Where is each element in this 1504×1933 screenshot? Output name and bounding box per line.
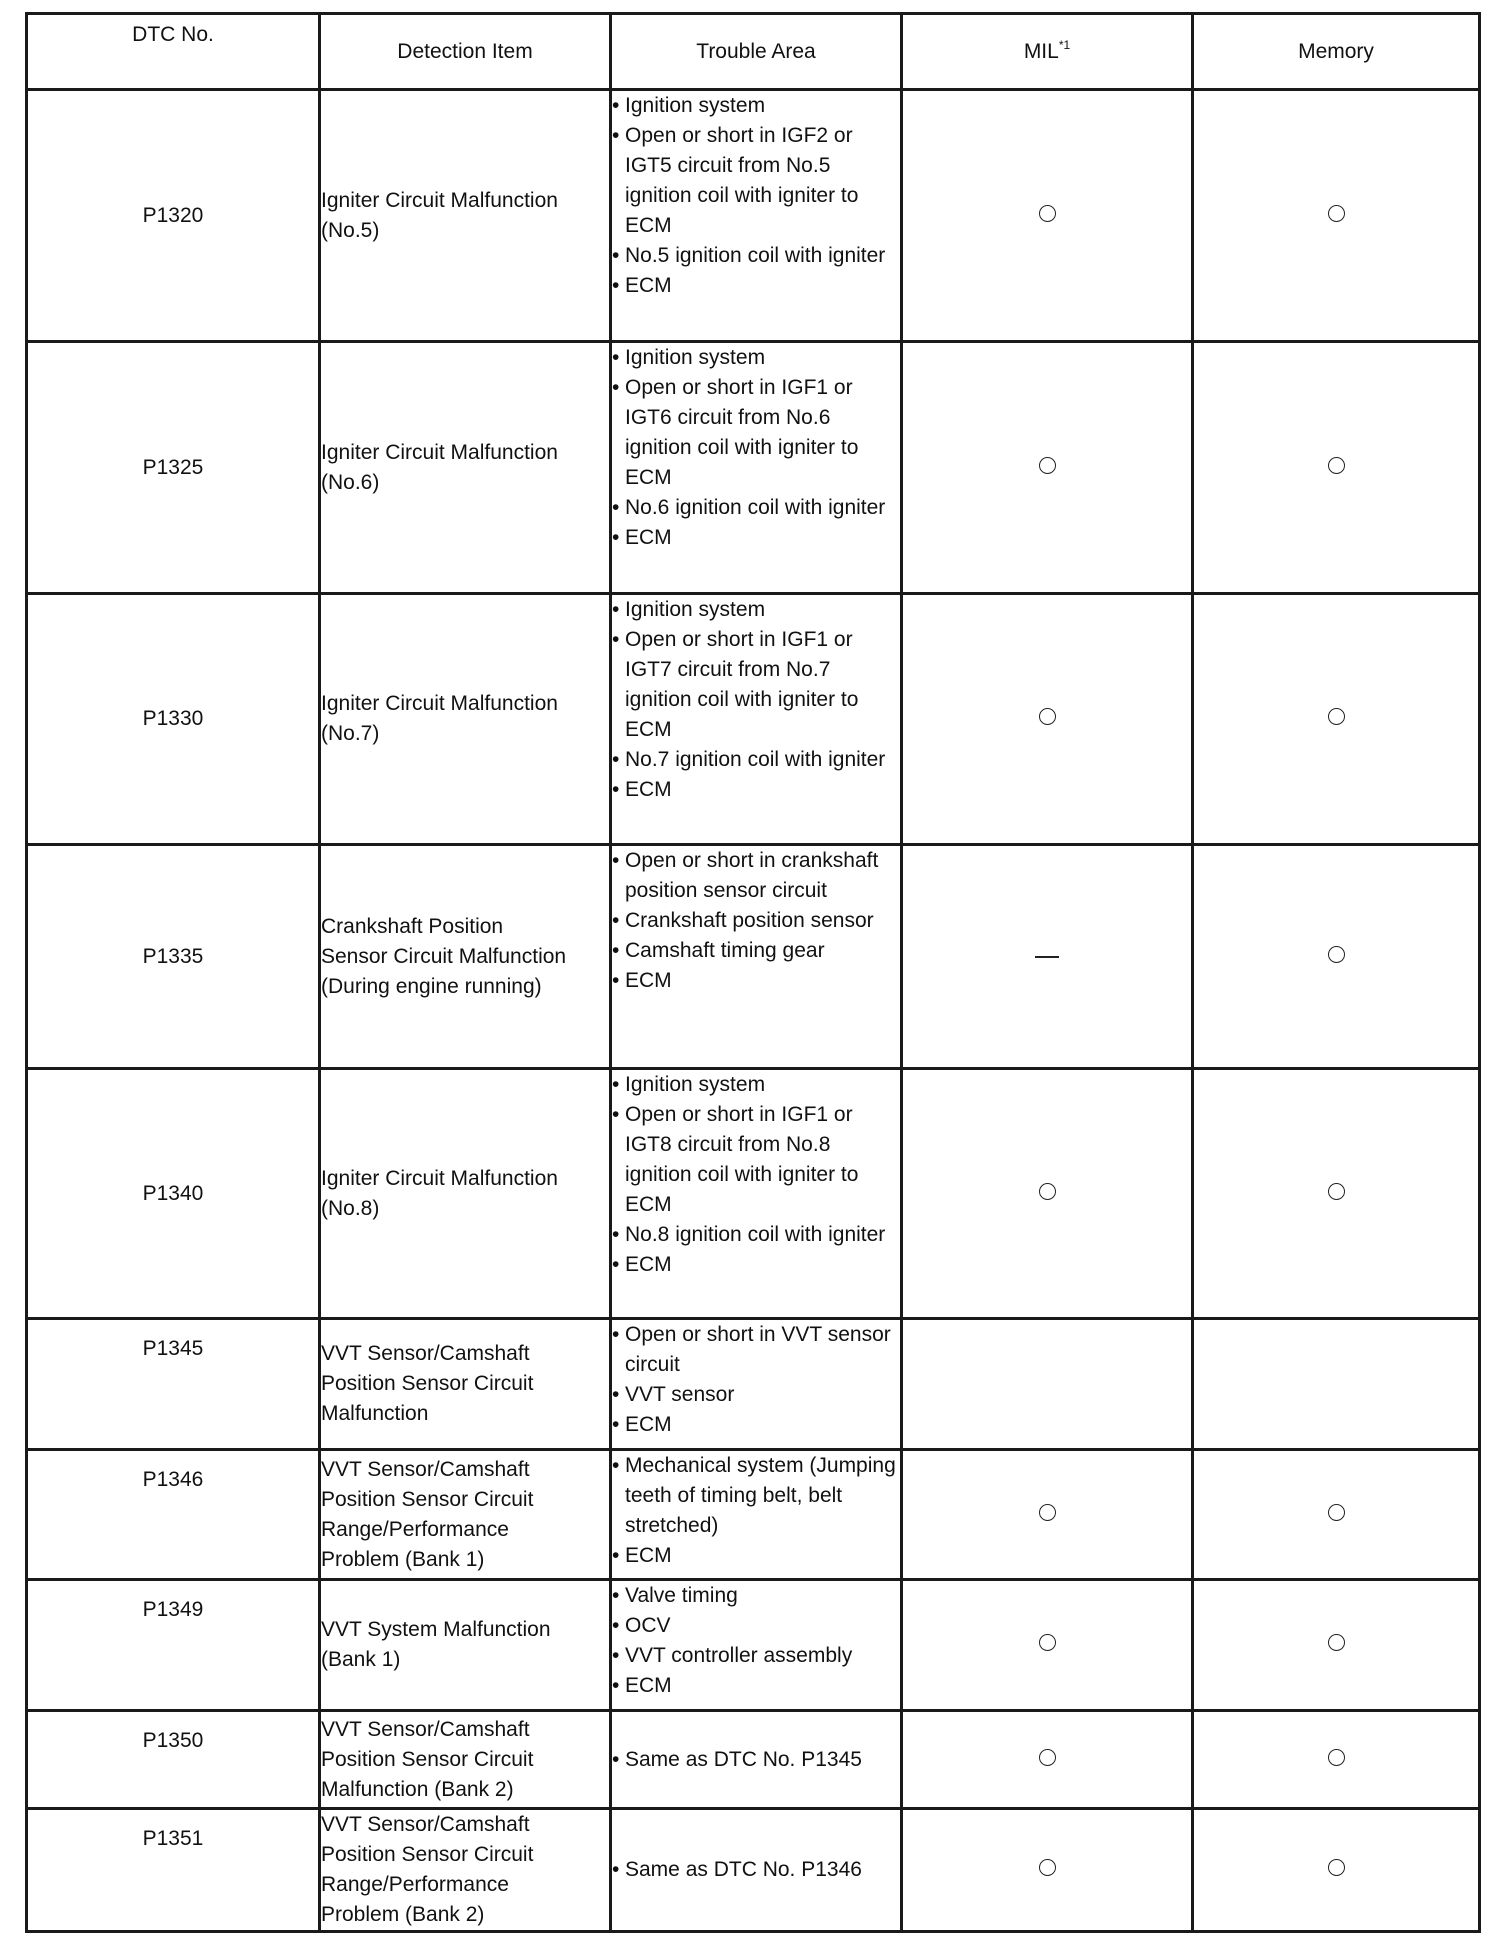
trouble-item: • Same as DTC No. P1345 [612, 1745, 900, 1775]
trouble-item: • Ignition system [612, 595, 900, 625]
trouble-list [612, 595, 900, 805]
circle-mark-icon [1328, 205, 1345, 222]
circle-mark-icon [1039, 1183, 1056, 1200]
trouble-list [612, 1320, 900, 1440]
dash-mark-icon [1035, 956, 1059, 958]
trouble-item: • VVT controller assembly [612, 1641, 900, 1671]
detection-line: Problem (Bank 2) [321, 1903, 485, 1926]
header-mil-footnote: *1 [1058, 37, 1071, 52]
dtc-code: P1320 [27, 90, 320, 342]
table-row [27, 1711, 1480, 1809]
table-row [27, 342, 1480, 594]
trouble-item: • No.5 ignition coil with igniter [612, 241, 900, 271]
trouble-item: • Mechanical system (Jumping teeth of timing belt, belt stretched) [612, 1451, 900, 1541]
circle-mark-icon [1039, 457, 1056, 474]
trouble-item: • VVT sensor [612, 1380, 900, 1410]
dtc-table [25, 12, 1481, 1933]
trouble-area [611, 594, 902, 845]
trouble-area [611, 1711, 902, 1809]
trouble-area [611, 1069, 902, 1319]
table-row [27, 1580, 1480, 1711]
trouble-item: • ECM [612, 1541, 900, 1571]
trouble-list [612, 846, 900, 996]
table-row [27, 1069, 1480, 1319]
trouble-item: • Same as DTC No. P1346 [612, 1855, 900, 1885]
trouble-item: • OCV [612, 1611, 900, 1641]
mil-cell [902, 1580, 1193, 1711]
trouble-item: • Crankshaft position sensor [612, 906, 900, 936]
dtc-code: P1346 [27, 1450, 320, 1580]
detection-line: Position Sensor Circuit [321, 1747, 534, 1771]
memory-cell [1193, 1069, 1480, 1319]
circle-mark-icon [1328, 1634, 1345, 1651]
dtc-code: P1325 [27, 342, 320, 594]
detection-line: Malfunction [321, 1402, 429, 1425]
trouble-list [612, 1745, 900, 1775]
trouble-item: • ECM [612, 271, 900, 301]
detection-line: Igniter Circuit Malfunction [321, 188, 558, 212]
trouble-item: • No.7 ignition coil with igniter [612, 745, 900, 775]
header-row [27, 14, 1480, 90]
trouble-item: • Camshaft timing gear [612, 936, 900, 966]
detection-line: Igniter Circuit Malfunction [321, 692, 558, 715]
detection-line: (Bank 1) [321, 1648, 401, 1671]
detection-item [320, 1450, 611, 1580]
detection-line: Igniter Circuit Malfunction [321, 440, 558, 464]
trouble-item: • Open or short in IGF1 or IGT8 circuit from No.8 ignition coil with igniter to ECM [612, 1100, 900, 1220]
trouble-list [612, 1070, 900, 1280]
header-trouble-area: Trouble Area [611, 14, 902, 90]
table-row [27, 1319, 1480, 1450]
table-body [27, 90, 1480, 1932]
trouble-item: • Open or short in VVT sensor circuit [612, 1320, 900, 1380]
mil-cell [902, 594, 1193, 845]
detection-line: Igniter Circuit Malfunction [321, 1166, 558, 1190]
detection-line: (No.6) [321, 470, 380, 494]
trouble-list [612, 91, 900, 301]
trouble-item: • ECM [612, 1250, 900, 1280]
memory-cell [1193, 342, 1480, 594]
detection-line: (No.7) [321, 722, 380, 745]
dtc-code: P1351 [27, 1809, 320, 1932]
header-dtc-no: DTC No. [27, 14, 320, 90]
mil-cell [902, 1319, 1193, 1450]
circle-mark-icon [1039, 205, 1056, 222]
trouble-area [611, 342, 902, 594]
detection-item [320, 90, 611, 342]
trouble-list [612, 343, 900, 553]
circle-mark-icon [1328, 1504, 1345, 1521]
mil-cell [902, 1450, 1193, 1580]
trouble-area [611, 1319, 902, 1450]
memory-cell [1193, 594, 1480, 845]
circle-mark-icon [1328, 1859, 1345, 1876]
dtc-code: P1349 [27, 1580, 320, 1711]
detection-line: Position Sensor Circuit [321, 1487, 534, 1511]
mil-cell [902, 1711, 1193, 1809]
table-row [27, 1450, 1480, 1580]
trouble-item: • ECM [612, 966, 900, 996]
detection-line: Position Sensor Circuit [321, 1843, 534, 1866]
detection-line: VVT Sensor/Camshaft [321, 1717, 530, 1741]
trouble-item: • ECM [612, 1410, 900, 1440]
circle-mark-icon [1039, 708, 1056, 725]
trouble-area [611, 1809, 902, 1932]
header-mil-label: MIL [1023, 39, 1059, 63]
detection-item [320, 1809, 611, 1932]
circle-mark-icon [1039, 1504, 1056, 1521]
trouble-item: • Open or short in IGF1 or IGT7 circuit from No.7 ignition coil with igniter to ECM [612, 625, 900, 745]
trouble-list [612, 1581, 900, 1701]
memory-cell [1193, 1580, 1480, 1711]
detection-line: VVT Sensor/Camshaft [321, 1813, 530, 1836]
trouble-area [611, 1580, 902, 1711]
detection-line: VVT Sensor/Camshaft [321, 1342, 530, 1365]
detection-line: VVT System Malfunction [321, 1618, 551, 1641]
memory-cell [1193, 1319, 1480, 1450]
memory-cell [1193, 1450, 1480, 1580]
dtc-code: P1330 [27, 594, 320, 845]
memory-cell [1193, 1711, 1480, 1809]
trouble-item: • Open or short in IGF1 or IGT6 circuit from No.6 ignition coil with igniter to ECM [612, 373, 900, 493]
mil-cell [902, 1809, 1193, 1932]
trouble-area [611, 1450, 902, 1580]
trouble-item: • Ignition system [612, 91, 900, 121]
detection-item [320, 845, 611, 1069]
detection-item [320, 1580, 611, 1711]
trouble-list [612, 1451, 900, 1571]
detection-line: Problem (Bank 1) [321, 1547, 485, 1571]
detection-line: Malfunction (Bank 2) [321, 1777, 514, 1801]
trouble-item: • ECM [612, 775, 900, 805]
detection-line: (No.8) [321, 1196, 380, 1220]
trouble-item: • Ignition system [612, 1070, 900, 1100]
dtc-code: P1335 [27, 845, 320, 1069]
detection-item [320, 342, 611, 594]
detection-item [320, 1319, 611, 1450]
memory-cell [1193, 90, 1480, 342]
trouble-item: • ECM [612, 1671, 900, 1701]
detection-line: (During engine running) [321, 974, 542, 998]
dtc-code: P1345 [27, 1319, 320, 1450]
trouble-item: • Open or short in crankshaft position sensor circuit [612, 846, 900, 906]
table-row [27, 845, 1480, 1069]
trouble-item: • Ignition system [612, 343, 900, 373]
detection-item [320, 1069, 611, 1319]
mil-cell [902, 845, 1193, 1069]
circle-mark-icon [1328, 708, 1345, 725]
circle-mark-icon [1039, 1634, 1056, 1651]
table-row [27, 90, 1480, 342]
memory-cell [1193, 1809, 1480, 1932]
detection-item [320, 1711, 611, 1809]
trouble-item: • Open or short in IGF2 or IGT5 circuit from No.5 ignition coil with igniter to ECM [612, 121, 900, 241]
detection-line: Sensor Circuit Malfunction [321, 944, 567, 968]
detection-line: Position Sensor Circuit [321, 1372, 534, 1395]
circle-mark-icon [1328, 1183, 1345, 1200]
dtc-code: P1340 [27, 1069, 320, 1319]
trouble-item: • No.6 ignition coil with igniter [612, 493, 900, 523]
mil-cell [902, 342, 1193, 594]
dtc-code: P1350 [27, 1711, 320, 1809]
trouble-area [611, 845, 902, 1069]
circle-mark-icon [1039, 1749, 1056, 1766]
detection-line: Range/Performance [321, 1873, 509, 1896]
circle-mark-icon [1328, 946, 1345, 963]
trouble-list [612, 1855, 900, 1885]
header-detection-item: Detection Item [320, 14, 611, 90]
circle-mark-icon [1039, 1859, 1056, 1876]
detection-line: (No.5) [321, 218, 380, 242]
detection-line: Crankshaft Position [321, 914, 504, 938]
header-memory: Memory [1193, 14, 1480, 90]
detection-line: Range/Performance [321, 1517, 509, 1541]
trouble-item: • ECM [612, 523, 900, 553]
mil-cell [902, 90, 1193, 342]
trouble-area [611, 90, 902, 342]
circle-mark-icon [1328, 457, 1345, 474]
table-row [27, 594, 1480, 845]
trouble-item: • No.8 ignition coil with igniter [612, 1220, 900, 1250]
trouble-item: • Valve timing [612, 1581, 900, 1611]
mil-cell [902, 1069, 1193, 1319]
detection-item [320, 594, 611, 845]
memory-cell [1193, 845, 1480, 1069]
detection-line: VVT Sensor/Camshaft [321, 1457, 530, 1481]
table-row [27, 1809, 1480, 1932]
header-mil [902, 14, 1193, 90]
circle-mark-icon [1328, 1749, 1345, 1766]
